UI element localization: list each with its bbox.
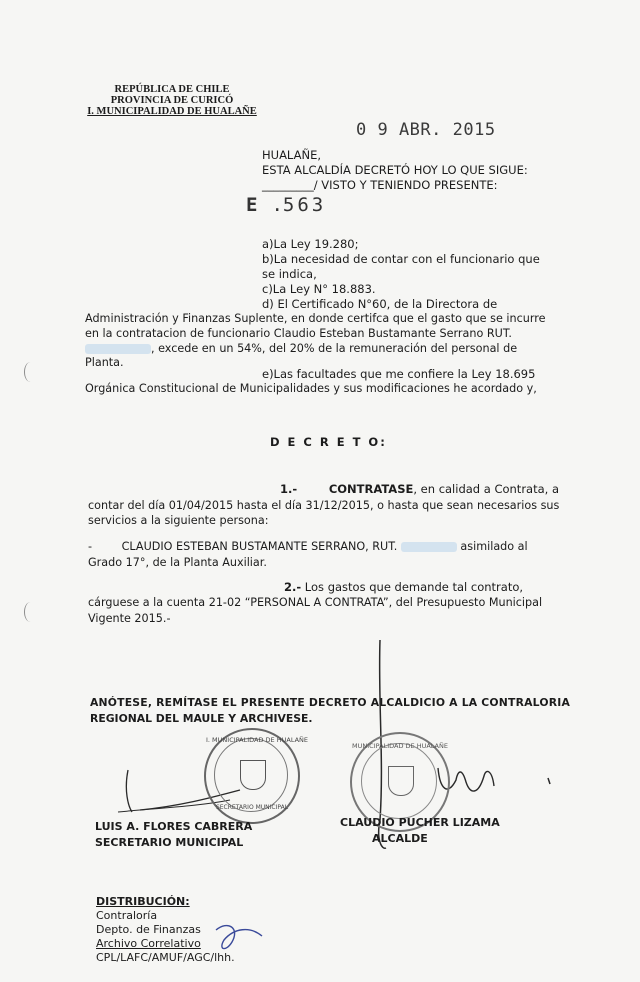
visto-d4: , excede en un 54%, del 20% de la remuneración del personal de: [151, 342, 518, 355]
header-republic: REPÚBLICA DE CHILE: [114, 84, 230, 95]
closing-line2: REGIONAL DEL MAULE Y ARCHIVESE.: [90, 712, 313, 725]
tick-mark: [548, 778, 550, 784]
person-tail: asimilado al: [460, 540, 528, 553]
closing-line1: ANÓTESE, REMÍTASE EL PRESENTE DECRETO ALCALDICIO A LA CONTRALORIA: [90, 696, 571, 709]
redacted-person-rut: [401, 542, 457, 552]
article2-num: 2.-: [284, 580, 302, 594]
distribution-item: Archivo Correlativo: [96, 937, 201, 950]
visto-c: c)La Ley N° 18.883.: [262, 282, 376, 296]
visto-d4-line: [85, 342, 517, 355]
article2-line1: [284, 580, 523, 594]
seal-right-crest-icon: [388, 766, 414, 796]
article1-line2: contar del día 01/04/2015 hasta el día 31/12/2015, o hasta que sean necesarios sus: [88, 499, 560, 512]
article2-line3: Vigente 2015.-: [88, 612, 171, 625]
secretary-title: SECRETARIO MUNICIPAL: [95, 836, 244, 849]
initials-scribble: [216, 926, 262, 949]
seal-crest-icon: [240, 760, 266, 790]
visto-e1: e)Las facultades que me confiere la Ley 18.695: [262, 367, 536, 381]
seal-secretary: [204, 728, 309, 824]
visto-d1: d) El Certificado N°60, de la Directora de: [262, 297, 498, 311]
header-block: [82, 84, 262, 117]
decree-dot: .: [271, 194, 283, 216]
article2-line2: cárguese a la cuenta 21-02 “PERSONAL A CONTRATA”, del Presupuesto Municipal: [88, 596, 543, 609]
decree-prefix: E: [246, 194, 258, 216]
decree-number-value: 563: [282, 194, 327, 216]
distribution-item: Contraloría: [96, 909, 158, 922]
header-municipality: I. MUNICIPALIDAD DE HUALAÑE: [87, 106, 257, 117]
article1-line5: Grado 17°, de la Planta Auxiliar.: [88, 556, 267, 569]
distribution-item: Depto. de Finanzas: [96, 923, 201, 936]
article2-l1: Los gastos que demande tal contrato,: [301, 580, 524, 594]
seal-left-text: I. MUNICIPALIDAD DE HUALAÑE: [206, 736, 309, 744]
article1-rest: , en calidad a Contrata, a: [413, 482, 560, 496]
punch-hole-top: [24, 362, 37, 382]
visto-b2: se indica,: [262, 267, 317, 281]
article1-person-line: [88, 540, 528, 553]
intro-visto: [262, 178, 498, 192]
intro-place: HUALAÑE,: [262, 148, 321, 162]
person-name: CLAUDIO ESTEBAN BUSTAMANTE SERRANO, RUT.: [121, 540, 398, 553]
article1-line1: [280, 482, 559, 496]
person-dash: -: [88, 540, 93, 553]
decree-number: [246, 194, 326, 216]
distribution-item: CPL/LAFC/AMUF/AGC/lhh.: [96, 951, 235, 964]
visto-a: a)La Ley 19.280;: [262, 237, 359, 251]
secretary-name: LUIS A. FLORES CABRERA: [95, 820, 253, 833]
distribution-title: DISTRIBUCIÓN:: [96, 895, 190, 908]
seal-left-bottom: SECRETARIO MUNICIPAL: [215, 804, 289, 811]
seal-right-text: MUNICIPALIDAD DE HUALAÑE: [352, 742, 448, 750]
decreto-title: D E C R E T O:: [270, 435, 387, 449]
header-province: PROVINCIA DE CURICÓ: [110, 95, 234, 106]
visto-d3: en la contratacion de funcionario Claudio Esteban Bustamante Serrano RUT.: [85, 327, 512, 340]
visto-d2: Administración y Finanzas Suplente, en donde certifca que el gasto que se incurre: [85, 312, 546, 325]
article1-line3: servicios a la siguiente persona:: [88, 514, 269, 527]
article1-keyword: CONTRATASE: [328, 482, 414, 496]
mayor-title: ALCALDE: [372, 832, 428, 845]
visto-d5: Planta.: [85, 356, 124, 369]
intro-statement: ESTA ALCALDÍA DECRETÓ HOY LO QUE SIGUE:: [262, 163, 528, 177]
punch-hole-bottom: [24, 602, 37, 622]
visto-e2: Orgánica Constitucional de Municipalidades y sus modificaciones he acordado y,: [85, 382, 537, 395]
intro-visto-text: VISTO Y TENIENDO PRESENTE:: [317, 178, 498, 192]
date-stamp: 0 9 ABR. 2015: [356, 120, 496, 140]
visto-b1: b)La necesidad de contar con el funcionario que: [262, 252, 540, 266]
redacted-rut: [85, 344, 151, 354]
article1-num: 1.-: [280, 482, 298, 496]
mayor-name: CLAUDIO PUCHER LIZAMA: [340, 816, 500, 829]
intro-visto-blank: _________/: [262, 178, 318, 192]
